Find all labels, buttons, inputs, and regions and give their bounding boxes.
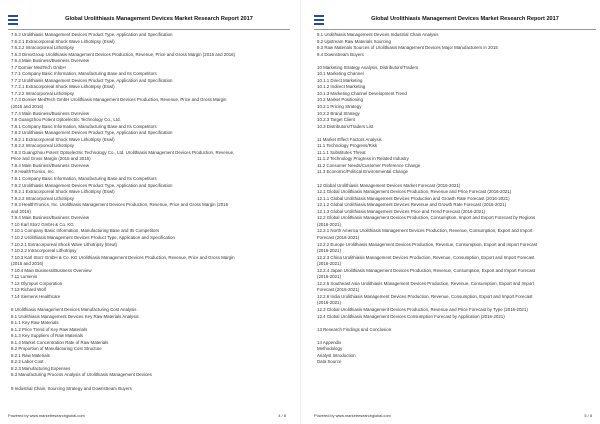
- toc-entry: 10.2.1 Pricing Strategy: [317, 104, 362, 110]
- toc-entry: 7.7.4 Main Business/Business Overview: [11, 110, 90, 116]
- toc-entry: 7.7.2 Urolithiasis Management Devices Product Type, Application and Specification: [11, 77, 173, 83]
- toc-entry: 7.8.4 Main Business/Business Overview: [11, 162, 90, 168]
- toc-entry: 7.9.3 HealthTronics, Inc. Urolithiasis Management Devices Production, Revenue, Price and Gross Margin (2015: [11, 202, 229, 208]
- toc-entry: 9.2 Upstream Raw Materials Sourcing: [317, 38, 391, 44]
- toc-entry: 7.9 HealthTronics, Inc.: [11, 169, 55, 175]
- toc-entry: 11.1 Technology Progress/Risk: [317, 143, 378, 149]
- toc-entry: 7.11 Lumenis: [11, 274, 38, 280]
- footer-url[interactable]: Powered by www.marketresearchglobal.com: [8, 413, 85, 418]
- toc-entry: 7.10.1 Company Basic Information, Manufacturing Base and Its Competitors: [11, 228, 160, 234]
- page-footer: [8, 413, 290, 421]
- document-page-right: [310, 0, 600, 424]
- toc-entry: 10.2.3 Target Client: [317, 117, 355, 123]
- toc-entry: 7.8.2 Urolithiasis Management Devices Product Type, Application and Specification: [11, 130, 173, 136]
- toc-entry: 14 Appendix: [317, 339, 342, 345]
- toc-entry: 10 Marketing Strategy Analysis, Distributors/Traders: [317, 64, 419, 70]
- toc-entry: 8.2.2 Labor Cost: [11, 359, 44, 365]
- toc-entry: 8.1.3 Key Suppliers of Raw Materials: [11, 333, 83, 339]
- toc-entry: 7.6.3 DirexGroup Urolithiasis Management Devices Production, Revenue, Price and Gross Margin (2015 and 2016): [11, 51, 236, 57]
- toc-entry: 9.1 Urolithiasis Management Devices Industrial Chain Analysis: [317, 32, 439, 37]
- toc-entry: 13 Research Findings and Conclusion: [317, 326, 392, 332]
- toc-entry: 7.10.2.2 Intracorporeal Lithotripsy: [11, 248, 77, 254]
- toc-entry: 7.7.1 Company Basic Information, Manufacturing Base and Its Competitors: [11, 71, 157, 77]
- toc-entry: Data Source: [317, 359, 342, 365]
- page-divider: [300, 0, 301, 424]
- toc-entry: and 2016): [11, 208, 31, 214]
- toc-entry: 7.7 Dornier MedTech GmbH: [11, 64, 66, 70]
- toc-entry: 10.1.1 Direct Marketing: [317, 77, 363, 83]
- toc-entry: 11.2 Consumer Needs/Customer Preference Change: [317, 162, 421, 168]
- toc-entry: 8.2.3 Manufacturing Expenses: [11, 365, 71, 371]
- toc-entry: 7.10.2.1 Extracorporeal Shock Wave Lithotripsy (Eswl): [11, 241, 117, 247]
- document-page-left: [4, 0, 294, 424]
- toc-entry: 12.2.6 India Urolithiasis Management Devices Production, Revenue, Consumption, Export and Import Forecast: [317, 293, 533, 299]
- toc-entry: 8.1 Urolithiasis Management Devices Key Raw Materials Analysis: [11, 313, 139, 319]
- toc-entry: 12.2.2 Europe Urolithiasis Management Devices Production, Revenue, Consumption, Export and Import Forecast: [317, 241, 538, 247]
- page-number: 4 / 8: [278, 413, 286, 418]
- toc-entry: 7.10.2 Urolithiasis Management Devices Product Type, Application and Specification: [11, 234, 175, 240]
- toc-entry: (2016-2021): [317, 248, 341, 254]
- toc-entry: 12.4 Global Urolithiasis Management Devices Consumption Forecast by Application (2016-2021): [317, 313, 505, 319]
- toc-entry: 7.7.3 Dornier MedTech GmbH Urolithiasis Management Devices Production, Revenue, Price and Gross Margin: [11, 97, 227, 103]
- toc-entry: 12.1 Global Urolithiasis Management Devices Production, Revenue and Price Forecast (2016-2021): [317, 189, 512, 195]
- toc-entry: 9 Industrial Chain, Sourcing Strategy and Downstream Buyers: [11, 385, 132, 391]
- toc-entry: 8.1.2 Price Trend of Key Raw Materials: [11, 326, 88, 332]
- toc-entry: 7.6.4 Main Business/Business Overview: [11, 58, 90, 64]
- toc-entry: 12.2.4 Japan Urolithiasis Management Devices Production, Revenue, Consumption, Export and Import Forecast: [317, 267, 535, 273]
- toc-entry: 10.1.2 Indirect Marketing: [317, 84, 366, 90]
- page-header: [8, 15, 290, 26]
- toc-entry: 8.2 Proportion of Manufacturing Cost Structure: [11, 346, 102, 352]
- toc-entry: 7.8.1 Company Basic Information, Manufacturing Base and Its Competitors: [11, 123, 157, 129]
- toc-entry: 12.3 Global Urolithiasis Management Devices Production, Revenue and Price Forecast by Type (2016-2021): [317, 306, 528, 312]
- toc-entry: 7.8.3 Guangzhou Potent Optoelectric Technology Co., Ltd. Urolithiasis Management Devices Production, Revenue,: [11, 149, 235, 155]
- toc-entry: 12.2.3 China Urolithiasis Management Devices Production, Revenue, Consumption, Export and Import Forecast: [317, 254, 535, 260]
- toc-entry: Forecast (2016-2021): [317, 287, 360, 293]
- report-title: Global Urolithiasis Management Devices Market Research Report 2017: [371, 16, 559, 22]
- toc-entry: 7.9.2.2 Intracorporeal Lithotripsy: [11, 195, 74, 201]
- toc-entry: Price and Gross Margin (2015 and 2016): [11, 156, 91, 162]
- header-rule: [8, 29, 290, 30]
- toc-list: [317, 32, 594, 366]
- toc-entry: 10.2.2 Brand Strategy: [317, 110, 360, 116]
- toc-entry: 12.1.2 Global Urolithiasis Management Devices Revenue and Growth Rate Forecast (2016-2021): [317, 202, 507, 208]
- toc-entry: 7.8.2.1 Extracorporeal Shock Wave Lithotripsy (Eswl): [11, 136, 115, 142]
- toc-entry: Analyst Introduction: [317, 352, 356, 358]
- toc-entry: 7.10.3 Karl Storz GmbH & Co. KG Urolithiasis Management Devices Production, Revenue, Price and Gross Margin: [11, 254, 235, 260]
- toc-entry: 7.6.2.2 Intracorporeal Lithotripsy: [11, 45, 74, 51]
- toc-entry: 7.14 Siemens Healthcare: [11, 293, 61, 299]
- publisher-logo: [8, 15, 20, 25]
- toc-entry: 9.4 Downstream Buyers: [317, 51, 364, 57]
- toc-entry: 7.8 Guangzhou Potent Optoelectric Technology Co., Ltd.: [11, 117, 121, 123]
- toc-entry: 7.9.2.1 Extracorporeal Shock Wave Lithotripsy (Eswl): [11, 189, 115, 195]
- toc-entry: 7.9.4 Main Business/Business Overview: [11, 215, 90, 221]
- toc-entry: 7.9.2 Urolithiasis Management Devices Product Type, Application and Specification: [11, 182, 173, 188]
- toc-entry: 12.2.1 North America Urolithiasis Management Devices Production, Revenue, Consumption, Export and Import: [317, 228, 533, 234]
- header-rule: [314, 29, 596, 30]
- toc-entry: 10.1 Marketing Channel: [317, 71, 364, 77]
- toc-entry: 8.1.4 Market Concentration Rate of Raw Materials: [11, 339, 109, 345]
- toc-entry: 12.2.5 Southeast Asia Urolithiasis Management Devices Production, Revenue, Consumption, Export and Import: [317, 280, 534, 286]
- toc-entry: 12.1.3 Global Urolithiasis Management Devices Price and Trend Forecast (2016-2021): [317, 208, 486, 214]
- page-number: 5 / 8: [584, 413, 592, 418]
- footer-url[interactable]: Powered by www.marketresearchglobal.com: [314, 413, 391, 418]
- toc-entry: 10.2 Market Positioning: [317, 97, 363, 103]
- page-header: [314, 15, 596, 26]
- toc-entry: 7.7.2.1 Extracorporeal Shock Wave Lithotripsy (Eswl): [11, 84, 115, 90]
- toc-entry: 7.12 Olympus Corporation: [11, 280, 63, 286]
- toc-entry: (2016-2021): [317, 221, 341, 227]
- toc-entry: 12 Global Urolithiasis Management Devices Market Forecast (2016-2021): [317, 182, 461, 188]
- toc-entry: 11 Market Effect Factors Analysis: [317, 136, 382, 142]
- toc-entry: 11.1.1 Substitutes Threat: [317, 149, 366, 155]
- toc-entry: 8.3 Manufacturing Process Analysis of Urolithiasis Management Devices: [11, 372, 152, 378]
- page-footer: [314, 413, 596, 421]
- toc-list: [11, 32, 288, 392]
- toc-entry: 7.8.2.2 Intracorporeal Lithotripsy: [11, 143, 74, 149]
- toc-entry: 7.10.4 Main Business/Business Overview: [11, 267, 92, 273]
- toc-entry: 7.13 Richard Wolf: [11, 287, 46, 293]
- toc-entry: Forecast (2016-2021): [317, 234, 360, 240]
- toc-entry: 12.2 Global Urolithiasis Management Devices Production, Consumption, Import and Export Forecast by Regions: [317, 215, 536, 221]
- toc-entry: 8.1.1 Key Raw Materials: [11, 320, 59, 326]
- toc-entry: 11.3 Economic/Political Environmental Change: [317, 169, 408, 175]
- toc-entry: (2016-2021): [317, 274, 341, 280]
- toc-entry: (2016-2021): [317, 261, 341, 267]
- report-title: Global Urolithiasis Management Devices Market Research Report 2017: [65, 16, 253, 22]
- toc-entry: 7.6.2.1 Extracorporeal Shock Wave Lithotripsy (Eswl): [11, 38, 115, 44]
- toc-entry: 10.1.3 Marketing Channel Development Trend: [317, 90, 407, 96]
- toc-entry: 7.7.2.2 Intracorporeal Lithotripsy: [11, 90, 74, 96]
- toc-entry: 11.1.2 Technology Progress in Related Industry: [317, 156, 409, 162]
- toc-entry: (2015 and 2016): [11, 261, 44, 267]
- toc-entry: 9.3 Raw Materials Sources of Urolithiasis Management Devices Major Manufacturers in 2015: [317, 45, 498, 51]
- toc-entry: 10.3 Distributors/Traders List: [317, 123, 374, 129]
- toc-entry: 12.1.1 Global Urolithiasis Management Devices Production and Growth Rate Forecast (2016-2021): [317, 195, 510, 201]
- toc-entry: 8 Urolithiasis Management Devices Manufacturing Cost Analysis: [11, 306, 137, 312]
- toc-entry: 7.6.2 Urolithiasis Management Devices Product Type, Application and Specification: [11, 32, 173, 37]
- toc-entry: 8.2.1 Raw Materials: [11, 352, 50, 358]
- publisher-logo: [314, 15, 326, 25]
- toc-entry: (2016-2021): [317, 300, 341, 306]
- toc-entry: 7.9.1 Company Basic Information, Manufacturing Base and Its Competitors: [11, 176, 157, 182]
- toc-entry: (2015 and 2016): [11, 104, 44, 110]
- toc-entry: 7.10 Karl Storz GmbH & Co. KG: [11, 221, 74, 227]
- toc-entry: Methodology: [317, 346, 343, 352]
